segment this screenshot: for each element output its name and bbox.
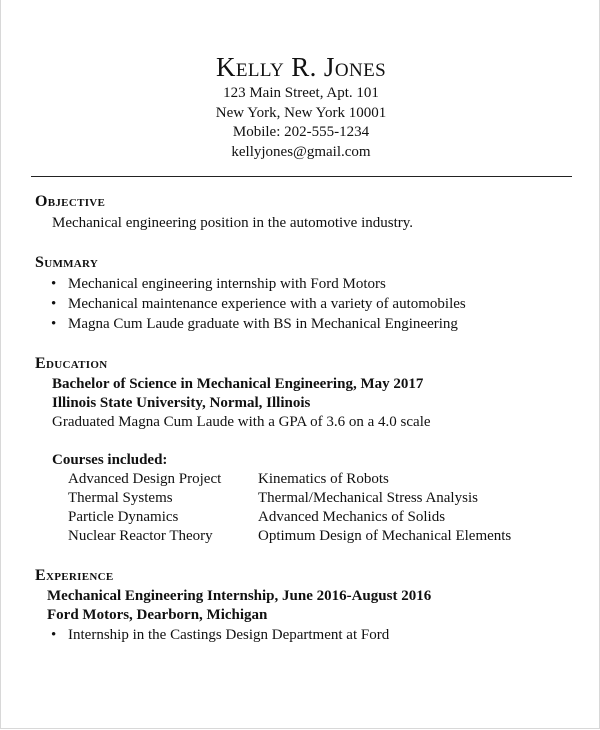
- bullet-icon: •: [51, 276, 57, 292]
- course-row: [68, 470, 511, 489]
- resume-header: [1, 50, 600, 162]
- summary-item-text: Mechanical engineering internship with Ford Motors: [68, 276, 386, 292]
- education-heading: Education: [35, 355, 108, 372]
- summary-item: [51, 295, 466, 314]
- course-row: [68, 508, 511, 527]
- email-address: kellyjones@gmail.com: [231, 143, 371, 160]
- summary-item: [51, 275, 386, 294]
- course-name: Nuclear Reactor Theory: [68, 528, 213, 544]
- course-name: Optimum Design of Mechanical Elements: [258, 528, 512, 544]
- experience-heading: Experience: [35, 567, 114, 584]
- mobile-number: Mobile: 202-555-1234: [232, 124, 370, 140]
- course-name: Particle Dynamics: [68, 509, 179, 525]
- objective-heading: Objective: [35, 193, 106, 210]
- address-line-1: 123 Main Street, Apt. 101: [223, 85, 379, 101]
- gpa-line: Graduated Magna Cum Laude with a GPA of 3.6 on a 4.0 scale: [52, 414, 431, 430]
- bullet-icon: •: [51, 296, 57, 312]
- experience-item-text: Internship in the Castings Design Department at Ford: [68, 627, 390, 643]
- course-name: Advanced Mechanics of Solids: [258, 509, 446, 525]
- course-name: Thermal Systems: [68, 490, 173, 506]
- summary-item: [51, 315, 458, 334]
- degree-line: Bachelor of Science in Mechanical Engineering, May 2017: [52, 376, 424, 392]
- experience-item: [51, 626, 389, 645]
- objective-text: Mechanical engineering position in the automotive industry.: [52, 215, 414, 231]
- applicant-name: Kelly R. Jones: [215, 52, 387, 82]
- bullet-icon: •: [51, 627, 57, 643]
- school-line: Illinois State University, Normal, Illinois: [52, 395, 311, 411]
- summary-item-text: Magna Cum Laude graduate with BS in Mechanical Engineering: [68, 316, 458, 332]
- courses-label: Courses included:: [52, 452, 168, 468]
- course-name: Advanced Design Project: [68, 471, 222, 487]
- company-line: Ford Motors, Dearborn, Michigan: [47, 607, 268, 623]
- summary-heading: Summary: [35, 254, 99, 271]
- bullet-icon: •: [51, 316, 57, 332]
- courses-table: [68, 470, 511, 546]
- address-line-2: New York, New York 10001: [215, 104, 387, 121]
- course-row: [68, 527, 511, 546]
- job-title-line: Mechanical Engineering Internship, June 2016-August 2016: [47, 588, 432, 604]
- course-name: Kinematics of Robots: [258, 471, 389, 487]
- course-name: Thermal/Mechanical Stress Analysis: [258, 490, 478, 506]
- course-row: [68, 489, 511, 508]
- header-divider: [31, 176, 572, 177]
- summary-item-text: Mechanical maintenance experience with a variety of automobiles: [68, 296, 466, 312]
